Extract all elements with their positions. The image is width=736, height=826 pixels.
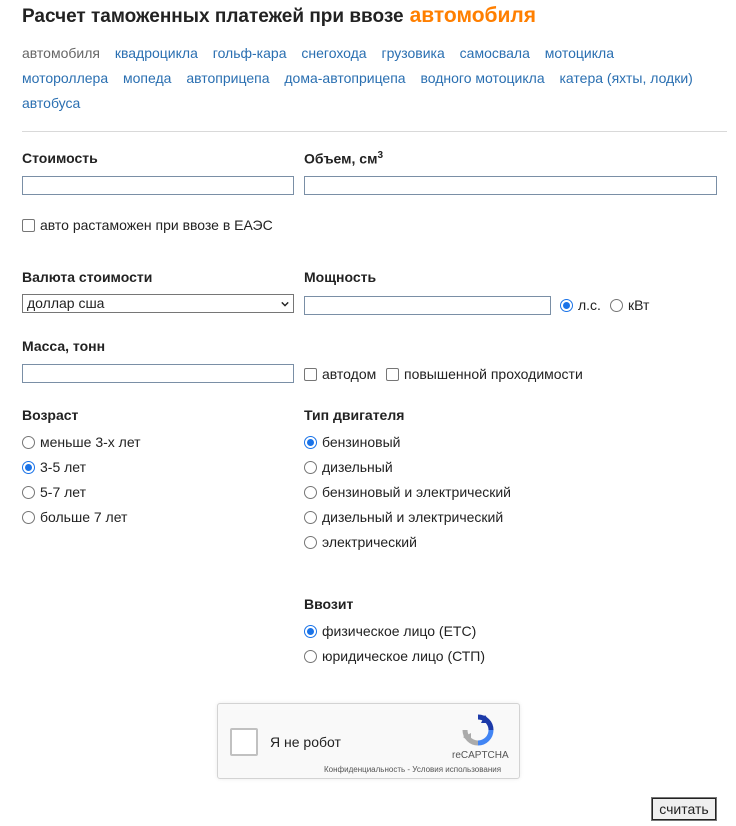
- engine-option-label: дизельный и электрический: [322, 509, 504, 525]
- age-option-label: 3-5 лет: [40, 459, 87, 475]
- vehicle-type-current: автомобиля: [22, 45, 100, 61]
- vehicle-type-link[interactable]: самосвала: [459, 45, 530, 61]
- eaeu-checkbox-label: авто растаможен при ввозе в ЕАЭС: [40, 217, 273, 233]
- eaeu-checkbox-row[interactable]: [22, 217, 273, 233]
- age-option-label: меньше 3-х лет: [40, 434, 141, 450]
- vehicle-type-nav: [22, 41, 722, 116]
- engine-option-radio[interactable]: [304, 511, 317, 524]
- power-label: Мощность: [304, 269, 377, 285]
- importer-label: Ввозит: [304, 596, 354, 612]
- recaptcha-terms-link[interactable]: Условия использования: [412, 765, 502, 774]
- engine-option[interactable]: [304, 509, 503, 525]
- volume-label-text: Объем, см: [304, 150, 378, 167]
- mass-input[interactable]: [22, 364, 294, 383]
- power-unit-kw[interactable]: [610, 297, 649, 313]
- motorhome-checkbox-row[interactable]: [304, 366, 376, 382]
- power-unit-kw-radio[interactable]: [610, 299, 623, 312]
- vehicle-type-link[interactable]: грузовика: [381, 45, 445, 61]
- age-option[interactable]: [22, 434, 141, 450]
- offroad-checkbox-row[interactable]: [386, 366, 583, 382]
- currency-label: Валюта стоимости: [22, 269, 153, 285]
- engine-option-label: бензиновый: [322, 434, 401, 450]
- power-unit-kw-label: кВт: [628, 297, 650, 313]
- engine-label: Тип двигателя: [304, 407, 405, 423]
- page-title: [22, 4, 536, 28]
- engine-option[interactable]: [304, 534, 417, 550]
- age-option[interactable]: [22, 509, 127, 525]
- age-option[interactable]: [22, 484, 86, 500]
- divider: [22, 131, 727, 132]
- vehicle-type-link[interactable]: автобуса: [22, 95, 81, 111]
- cost-input[interactable]: [22, 176, 294, 195]
- importer-option-radio[interactable]: [304, 650, 317, 663]
- motorhome-checkbox-label: автодом: [322, 366, 377, 382]
- engine-option-label: бензиновый и электрический: [322, 484, 511, 500]
- vehicle-type-link[interactable]: снегохода: [301, 45, 367, 61]
- cost-label: Стоимость: [22, 150, 98, 166]
- engine-option-label: электрический: [322, 534, 417, 550]
- engine-option[interactable]: [304, 459, 393, 475]
- power-input[interactable]: [304, 296, 551, 315]
- motorhome-checkbox[interactable]: [304, 368, 317, 381]
- recaptcha-widget: [217, 703, 520, 779]
- vehicle-type-link[interactable]: мотороллера: [22, 70, 109, 86]
- volume-label-sup: 3: [377, 150, 384, 161]
- vehicle-type-link[interactable]: гольф-кара: [212, 45, 287, 61]
- engine-option[interactable]: [304, 484, 511, 500]
- engine-option-radio[interactable]: [304, 461, 317, 474]
- power-unit-hp-label: л.с.: [578, 297, 601, 313]
- age-label: Возраст: [22, 407, 79, 423]
- recaptcha-label: Я не робот: [270, 734, 341, 750]
- eaeu-checkbox[interactable]: [22, 219, 35, 232]
- engine-option[interactable]: [304, 434, 400, 450]
- vehicle-type-link[interactable]: катера (яхты, лодки): [559, 70, 693, 86]
- title-text: Расчет таможенных платежей при ввозе: [22, 6, 404, 27]
- engine-option-radio[interactable]: [304, 536, 317, 549]
- engine-option-radio[interactable]: [304, 436, 317, 449]
- importer-option-radio[interactable]: [304, 625, 317, 638]
- age-option-radio[interactable]: [22, 461, 35, 474]
- calculate-button[interactable]: считать: [651, 797, 717, 821]
- vehicle-type-link[interactable]: автоприцепа: [186, 70, 270, 86]
- offroad-checkbox-label: повышенной проходимости: [404, 366, 583, 382]
- volume-input[interactable]: [304, 176, 717, 195]
- recaptcha-checkbox[interactable]: [230, 728, 258, 756]
- mass-label: Масса, тонн: [22, 338, 106, 354]
- vehicle-type-link[interactable]: квадроцикла: [114, 45, 198, 61]
- importer-option[interactable]: [304, 623, 476, 639]
- recaptcha-terms-row: [324, 765, 501, 774]
- recaptcha-brand: reCAPTCHA: [452, 750, 509, 761]
- age-option[interactable]: [22, 459, 86, 475]
- age-option-label: больше 7 лет: [40, 509, 128, 525]
- engine-option-radio[interactable]: [304, 486, 317, 499]
- age-option-label: 5-7 лет: [40, 484, 87, 500]
- power-unit-hp-radio[interactable]: [560, 299, 573, 312]
- vehicle-type-link[interactable]: мотоцикла: [544, 45, 614, 61]
- engine-option-label: дизельный: [322, 459, 393, 475]
- currency-select-value: доллар сша: [27, 295, 105, 311]
- volume-label: [304, 150, 383, 167]
- age-option-radio[interactable]: [22, 511, 35, 524]
- chevron-down-icon: [281, 300, 289, 308]
- age-option-radio[interactable]: [22, 486, 35, 499]
- power-unit-hp[interactable]: [560, 297, 601, 313]
- recaptcha-privacy-link[interactable]: Конфиденциальность: [324, 765, 406, 774]
- importer-option-label: юридическое лицо (СТП): [322, 648, 486, 664]
- recaptcha-separator: -: [405, 765, 413, 774]
- currency-select[interactable]: [22, 294, 294, 313]
- vehicle-type-link[interactable]: дома-автоприцепа: [284, 70, 406, 86]
- offroad-checkbox[interactable]: [386, 368, 399, 381]
- vehicle-type-link[interactable]: мопеда: [123, 70, 172, 86]
- importer-option[interactable]: [304, 648, 485, 664]
- vehicle-type-link[interactable]: водного мотоцикла: [420, 70, 545, 86]
- recaptcha-logo-icon: [461, 713, 495, 747]
- title-vehicle-type: автомобиля: [409, 4, 537, 27]
- importer-option-label: физическое лицо (ЕТС): [322, 623, 477, 639]
- age-option-radio[interactable]: [22, 436, 35, 449]
